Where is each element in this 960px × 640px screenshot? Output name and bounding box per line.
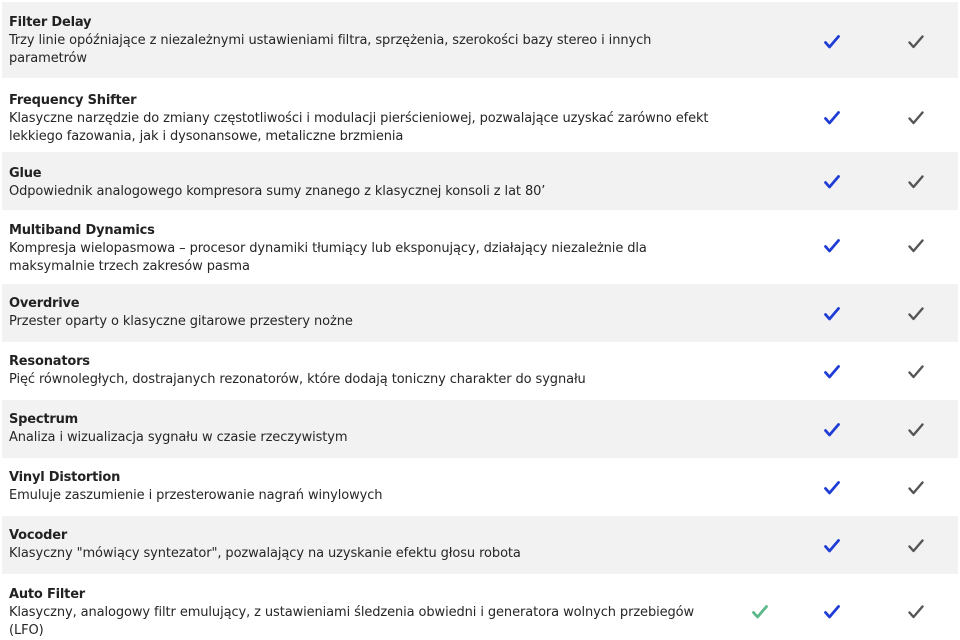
row-text: [9, 14, 709, 68]
row-title: Vocoder: [9, 528, 68, 543]
checkmark-icon: [824, 480, 840, 496]
row-text: [9, 586, 709, 640]
row-description: Analiza i wizualizacja sygnału w czasie rzeczywistym: [9, 430, 348, 445]
table-row-vocoder: [2, 516, 958, 574]
checkmark-icon: [908, 306, 924, 322]
row-title: Resonators: [9, 354, 90, 369]
table-row-filter-delay: [2, 2, 958, 78]
row-text: [9, 411, 709, 447]
row-title: Spectrum: [9, 412, 79, 427]
table-row-glue: [2, 152, 958, 210]
row-text: [9, 469, 709, 505]
row-title: Vinyl Distortion: [9, 470, 121, 485]
checkmark-icon: [908, 538, 924, 554]
table-row-frequency-shifter: [2, 78, 958, 152]
checkmark-icon: [908, 422, 924, 438]
row-description: Klasyczny "mówiący syntezator", pozwalający na uzyskanie efektu głosu robota: [9, 546, 521, 561]
table-row-spectrum: [2, 400, 958, 458]
checkmark-icon: [824, 604, 840, 620]
table-row-auto-filter: [2, 574, 958, 640]
table-row-overdrive: [2, 284, 958, 342]
row-text: [9, 165, 709, 201]
row-description: Odpowiednik analogowego kompresora sumy znanego z klasycznej konsoli z lat 80’: [9, 184, 546, 199]
row-text: [9, 527, 709, 563]
row-title: Filter Delay: [9, 15, 92, 30]
row-title: Overdrive: [9, 296, 80, 311]
checkmark-icon: [908, 174, 924, 190]
row-description: Klasyczne narzędzie do zmiany częstotliwości i modulacji pierścieniowej, pozwalające uzyskać zarówno efekt lekkiego fazowania, jak i dysonansowe, metaliczne brzmienia: [9, 111, 709, 144]
row-description: Przester oparty o klasyczne gitarowe przestery nożne: [9, 314, 353, 329]
checkmark-icon: [824, 422, 840, 438]
row-title: Glue: [9, 166, 42, 181]
checkmark-icon: [824, 306, 840, 322]
checkmark-icon: [908, 110, 924, 126]
row-text: [9, 222, 709, 276]
row-description: Pięć równoległych, dostrajanych rezonatorów, które dodają toniczny charakter do sygnału: [9, 372, 586, 387]
table-row-resonators: [2, 342, 958, 400]
row-description: Trzy linie opóźniające z niezależnymi ustawieniami filtra, sprzężenia, szerokości bazy stereo i innych parametrów: [9, 33, 652, 66]
checkmark-icon: [824, 34, 840, 50]
checkmark-icon: [824, 538, 840, 554]
checkmark-icon: [824, 238, 840, 254]
row-description: Klasyczny, analogowy filtr emulujący, z ustawieniami śledzenia obwiedni i generatora wolnych przebiegów (LFO): [9, 605, 695, 638]
row-title: Auto Filter: [9, 587, 86, 602]
checkmark-icon: [908, 480, 924, 496]
row-description: Emuluje zaszumienie i przesterowanie nagrań winylowych: [9, 488, 383, 503]
row-description: Kompresja wielopasmowa – procesor dynamiki tłumiący lub eksponujący, działający niezależnie dla maksymalnie trzech zakresów pasma: [9, 241, 647, 274]
table-row-vinyl-distortion: [2, 458, 958, 516]
checkmark-icon: [908, 364, 924, 380]
row-title: Frequency Shifter: [9, 93, 137, 108]
checkmark-icon: [824, 174, 840, 190]
row-text: [9, 295, 709, 331]
row-text: [9, 353, 709, 389]
checkmark-icon: [824, 364, 840, 380]
checkmark-icon: [908, 34, 924, 50]
row-text: [9, 92, 709, 146]
checkmark-icon: [752, 604, 768, 620]
checkmark-icon: [824, 110, 840, 126]
row-title: Multiband Dynamics: [9, 223, 155, 238]
checkmark-icon: [908, 604, 924, 620]
table-row-multiband-dynamics: [2, 210, 958, 284]
checkmark-icon: [908, 238, 924, 254]
